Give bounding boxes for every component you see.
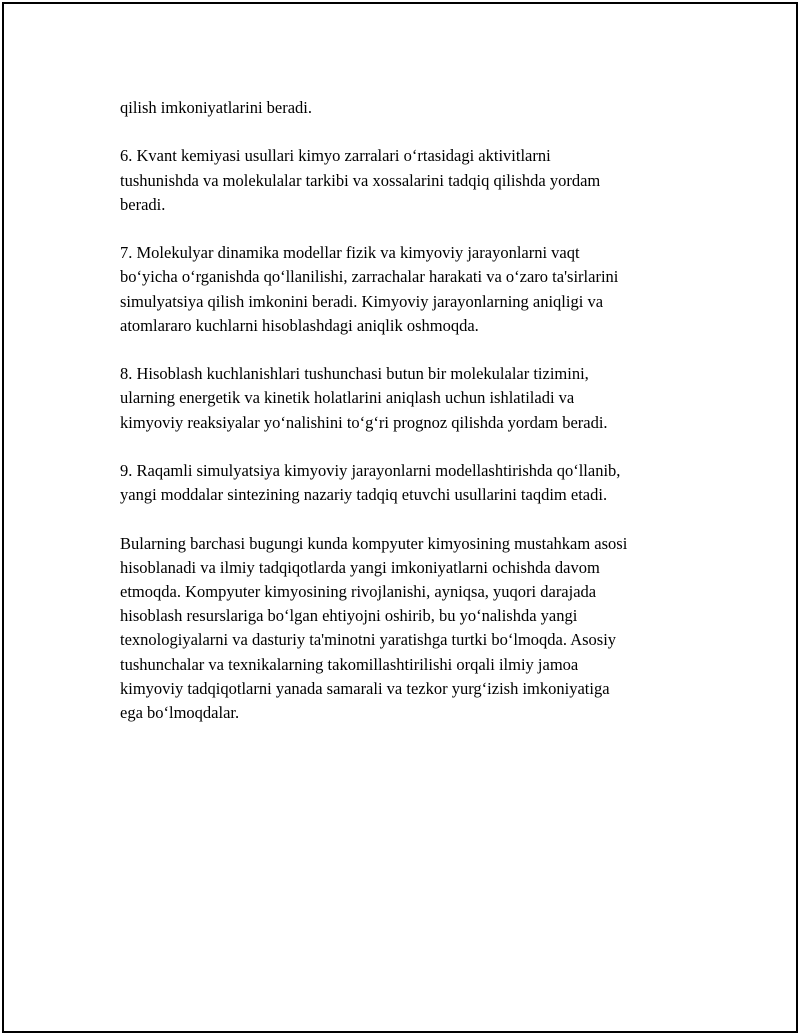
text-line: ega bo‘lmoqdalar. — [120, 703, 240, 722]
paragraph-continuation — [120, 96, 690, 120]
document-body — [120, 96, 690, 749]
text-line: bo‘yicha o‘rganishda qo‘llanilishi, zarrachalar harakati va o‘zaro ta'sirlarini — [120, 267, 619, 287]
text-line: 8. Hisoblash kuchlanishlari tushunchasi butun bir molekulalar tizimini, — [120, 364, 589, 384]
paragraph-item-9 — [120, 459, 690, 507]
text-line: 6. Kvant kemiyasi usullari kimyo zarralari o‘rtasidagi aktivitlarni — [120, 146, 551, 166]
text-line: hisoblanadi va ilmiy tadqiqotlarda yangi imkoniyatlarni ochishda davom — [120, 557, 600, 577]
paragraph-item-8 — [120, 362, 690, 435]
text-line: qilish imkoniyatlarini beradi. — [120, 98, 313, 117]
document-page — [2, 2, 798, 1033]
text-line: 7. Molekulyar dinamika modellar fizik va kimyoviy jarayonlarni vaqt — [120, 243, 580, 263]
text-line: kimyoviy tadqiqotlarni yanada samarali va tezkor yurg‘izish imkoniyatiga — [120, 678, 610, 698]
text-line: Bularning barchasi bugungi kunda kompyuter kimyosining mustahkam asosi — [120, 533, 628, 553]
text-line: beradi. — [120, 194, 166, 214]
paragraph-summary — [120, 532, 690, 726]
paragraph-item-7 — [120, 241, 690, 338]
text-line: tushunchalar va texnikalarning takomillashtirilishi orqali ilmiy jamoa — [120, 654, 579, 674]
text-line: ularning energetik va kinetik holatlarini aniqlash uchun ishlatiladi va — [120, 388, 575, 408]
text-line: texnologiyalarni va dasturiy ta'minotni yaratishga turtki bo‘lmoqda. Asosiy — [120, 630, 617, 650]
text-line: atomlararo kuchlarni hisoblashdagi aniqlik oshmoqda. — [120, 315, 479, 335]
text-line: yangi moddalar sintezining nazariy tadqiq etuvchi usullarini taqdim etadi. — [120, 485, 608, 505]
text-line: kimyoviy reaksiyalar yo‘nalishini to‘g‘ri prognoz qilishda yordam beradi. — [120, 412, 608, 432]
text-line: simulyatsiya qilish imkonini beradi. Kimyoviy jarayonlarning aniqligi va — [120, 291, 604, 311]
text-line: etmoqda. Kompyuter kimyosining rivojlanishi, ayniqsa, yuqori darajada — [120, 581, 597, 601]
paragraph-item-6 — [120, 144, 690, 217]
text-line: tushunishda va molekulalar tarkibi va xossalarini tadqiq qilishda yordam — [120, 170, 601, 190]
text-line: hisoblash resurslariga bo‘lgan ehtiyojni oshirib, bu yo‘nalishda yangi — [120, 606, 578, 626]
text-line: 9. Raqamli simulyatsiya kimyoviy jarayonlarni modellashtirishda qo‘llanib, — [120, 460, 621, 480]
